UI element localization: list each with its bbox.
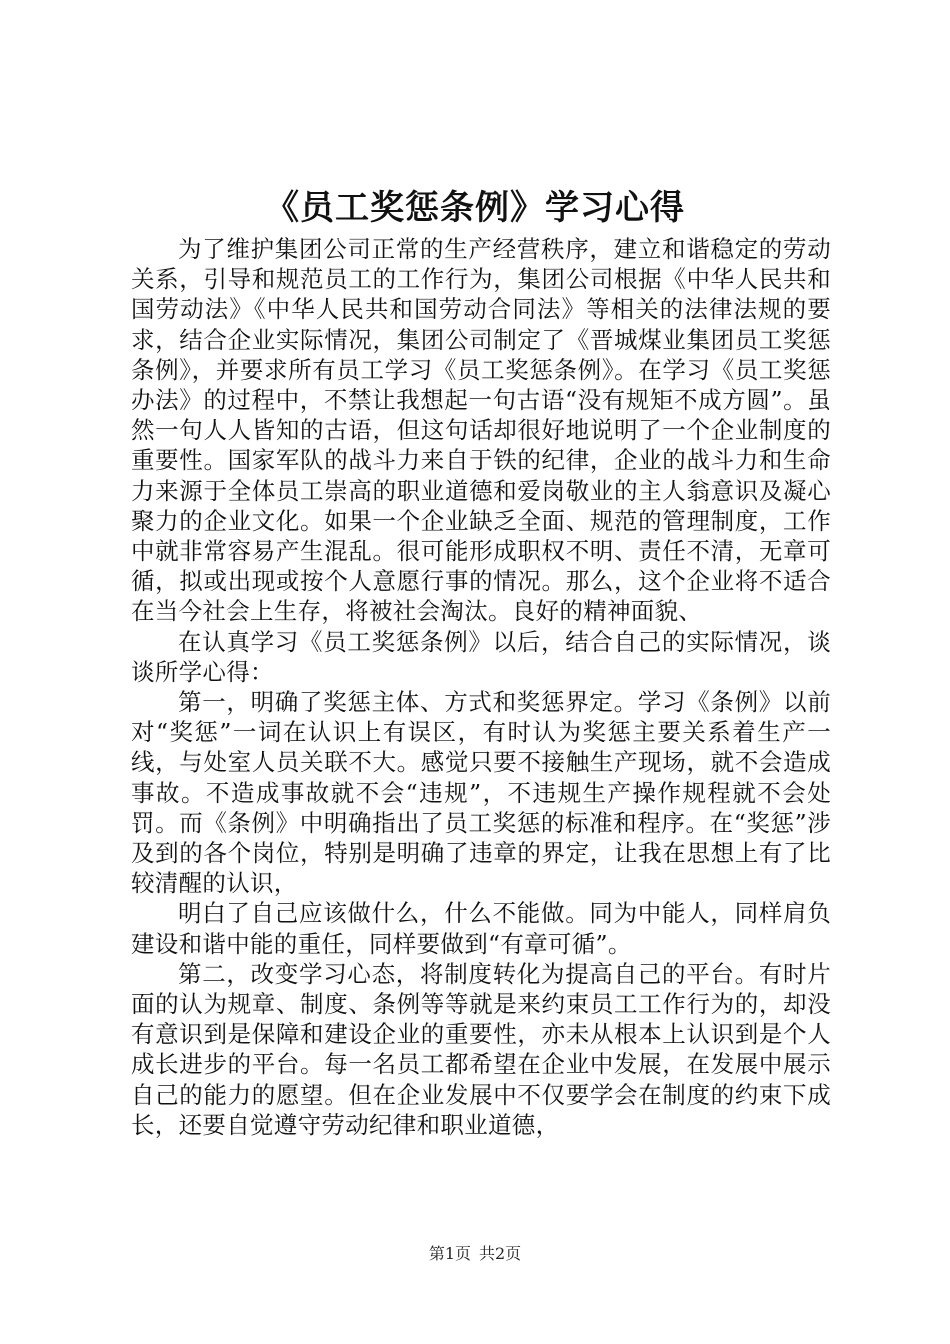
page-footer <box>0 1243 950 1265</box>
page-total: 共2页 <box>479 1244 522 1263</box>
page-number: 第1页 <box>428 1244 471 1263</box>
document-body <box>131 234 831 1140</box>
paragraph-2: 在认真学习《员工奖惩条例》以后，结合自己的实际情况，谈谈所学心得： <box>131 627 831 686</box>
paragraph-3: 第一，明确了奖惩主体、方式和奖惩界定。学习《条例》以前对“奖惩”一词在认识上有误区，有时认为奖惩主要关系着生产一线，与处室人员关联不大。感觉只要不接触生产现场，就不会造成事故。不造成事故就不会“违规”，不违规生产操作规程就不会处罚。而《条例》中明确指出了员工奖惩的标准和程序。在“奖惩”涉及到的各个岗位，特别是明确了违章的界定，让我在思想上有了比较清醒的认识， <box>131 688 831 898</box>
paragraph-4: 明白了自己应该做什么，什么不能做。同为中能人，同样肩负建设和谐中能的重任，同样要做到“有章可循”。 <box>131 899 831 958</box>
paragraph-5: 第二，改变学习心态，将制度转化为提高自己的平台。有时片面的认为规章、制度、条例等等就是来约束员工工作行为的，却没有意识到是保障和建设企业的重要性，亦未从根本上认识到是个人成长进步的平台。每一名员工都希望在企业中发展，在发展中展示自己的能力的愿望。但在企业发展中不仅要学会在制度的约束下成长，还要自觉遵守劳动纪律和职业道德， <box>131 959 831 1139</box>
paragraph-1: 为了维护集团公司正常的生产经营秩序，建立和谐稳定的劳动关系，引导和规范员工的工作行为，集团公司根据《中华人民共和国劳动法》《中华人民共和国劳动合同法》等相关的法律法规的要求，结合企业实际情况，集团公司制定了《晋城煤业集团员工奖惩条例》，并要求所有员工学习《员工奖惩条例》。在学习《员工奖惩办法》的过程中，不禁让我想起一句古语“没有规矩不成方圆”。虽然一句人人皆知的古语，但这句话却很好地说明了一个企业制度的重要性。国家军队的战斗力来自于铁的纪律，企业的战斗力和生命力来源于全体员工崇高的职业道德和爱岗敬业的主人翁意识及凝心聚力的企业文化。如果一个企业缺乏全面、规范的管理制度，工作中就非常容易产生混乱。很可能形成职权不明、责任不清，无章可循，拟或出现或按个人意愿行事的情况。那么，这个企业将不适合在当今社会上生存，将被社会淘汰。良好的精神面貌、 <box>131 235 831 626</box>
document-title: 《员工奖惩条例》学习心得 <box>265 188 685 228</box>
